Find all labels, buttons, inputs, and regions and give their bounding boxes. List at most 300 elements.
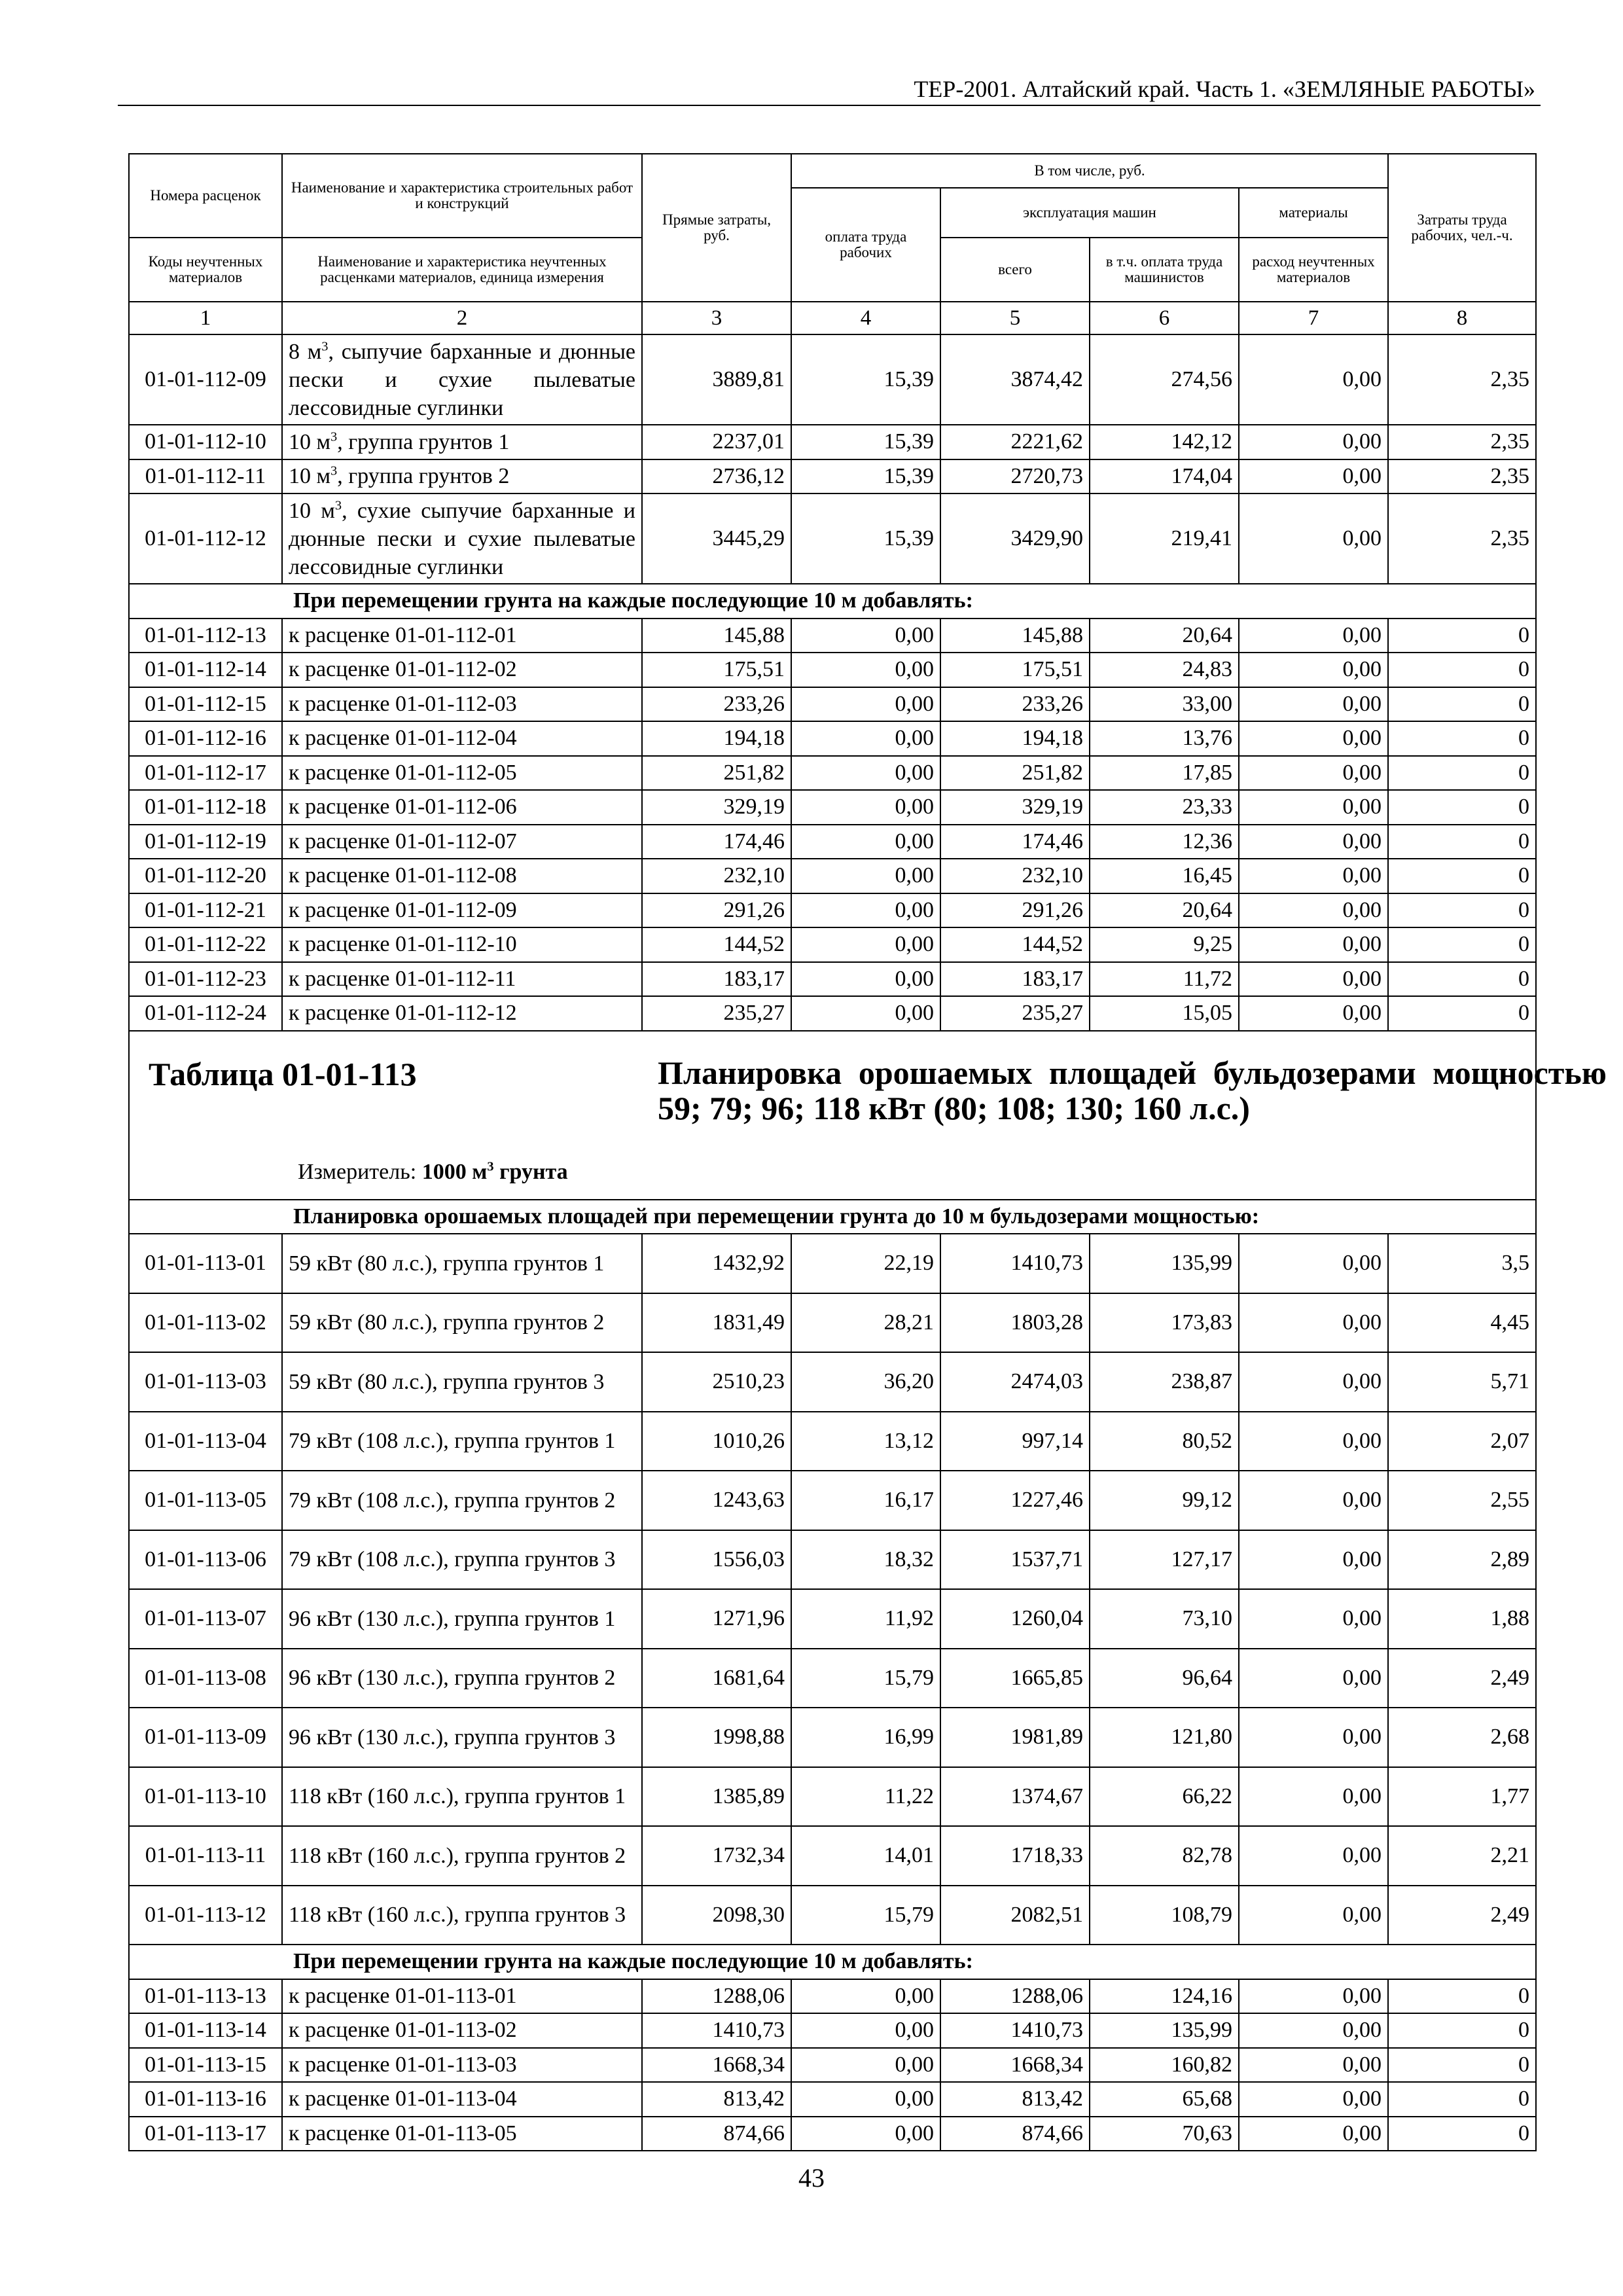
direct-cost: 233,26 [642, 687, 791, 722]
work-description: 59 кВт (80 л.с.), группа грунтов 2 [282, 1293, 642, 1353]
machines-total: 174,46 [940, 825, 1090, 859]
work-description: к расценке 01-01-112-12 [282, 996, 642, 1031]
labor-hours: 0 [1388, 756, 1536, 791]
work-description: к расценке 01-01-112-06 [282, 790, 642, 825]
labor-pay: 15,39 [791, 459, 940, 494]
direct-cost: 183,17 [642, 962, 791, 997]
machines-total: 2474,03 [940, 1352, 1090, 1412]
machines-total: 175,51 [940, 653, 1090, 687]
rate-code: 01-01-112-13 [129, 619, 282, 653]
machines-total: 1227,46 [940, 1471, 1090, 1530]
table-113-title-row [129, 1031, 1536, 1200]
direct-cost: 175,51 [642, 653, 791, 687]
work-description: к расценке 01-01-113-04 [282, 2082, 642, 2117]
machines-total: 1288,06 [940, 1979, 1090, 2014]
materials-cost: 0,00 [1239, 2117, 1388, 2151]
rate-code: 01-01-112-19 [129, 825, 282, 859]
materials-cost: 0,00 [1239, 893, 1388, 928]
materials-cost: 0,00 [1239, 2082, 1388, 2117]
table-row [129, 1767, 1536, 1827]
direct-cost: 291,26 [642, 893, 791, 928]
work-description: к расценке 01-01-112-01 [282, 619, 642, 653]
materials-cost: 0,00 [1239, 2013, 1388, 2048]
labor-hours: 2,55 [1388, 1471, 1536, 1530]
rate-code: 01-01-112-15 [129, 687, 282, 722]
machines-labor: 274,56 [1090, 334, 1239, 425]
rate-code: 01-01-113-15 [129, 2048, 282, 2083]
labor-pay: 0,00 [791, 2082, 940, 2117]
table-row [129, 1352, 1536, 1412]
materials-cost: 0,00 [1239, 825, 1388, 859]
header-code-bottom: Коды неучтенных материалов [129, 238, 282, 302]
machines-labor: 173,83 [1090, 1293, 1239, 1353]
materials-cost: 0,00 [1239, 927, 1388, 962]
rows-112-add [129, 619, 1536, 1031]
rate-code: 01-01-113-03 [129, 1352, 282, 1412]
materials-cost: 0,00 [1239, 1649, 1388, 1708]
labor-hours: 0 [1388, 2048, 1536, 2083]
labor-hours: 1,88 [1388, 1589, 1536, 1649]
rate-code: 01-01-112-17 [129, 756, 282, 791]
section-heading: При перемещении грунта на каждые последующие 10 м добавлять: [129, 584, 1536, 619]
column-number: 6 [1090, 302, 1239, 334]
labor-hours: 0 [1388, 790, 1536, 825]
work-description: 118 кВт (160 л.с.), группа грунтов 2 [282, 1826, 642, 1886]
direct-cost: 1732,34 [642, 1826, 791, 1886]
machines-total: 1668,34 [940, 2048, 1090, 2083]
rate-code: 01-01-112-14 [129, 653, 282, 687]
materials-cost: 0,00 [1239, 1293, 1388, 1353]
machines-labor: 135,99 [1090, 1234, 1239, 1293]
work-description: 8 $м^3$, сыпучие барханные и дюнные пески и сухие пылеватые лессовидные суглинки [282, 334, 642, 425]
labor-pay: 0,00 [791, 996, 940, 1031]
machines-total: 3429,90 [940, 493, 1090, 584]
rate-code: 01-01-113-11 [129, 1826, 282, 1886]
table-row [129, 996, 1536, 1031]
machines-labor: 82,78 [1090, 1826, 1239, 1886]
work-description: 10 $м^3$, группа грунтов 2 [282, 459, 642, 494]
labor-hours: 0 [1388, 927, 1536, 962]
rate-code: 01-01-113-09 [129, 1708, 282, 1767]
column-number: 1 [129, 302, 282, 334]
materials-cost: 0,00 [1239, 619, 1388, 653]
machines-total: 2720,73 [940, 459, 1090, 494]
rate-code: 01-01-113-13 [129, 1979, 282, 2014]
materials-cost: 0,00 [1239, 1886, 1388, 1945]
labor-pay: 0,00 [791, 962, 940, 997]
machines-labor: 16,45 [1090, 859, 1239, 893]
machines-labor: 121,80 [1090, 1708, 1239, 1767]
table-row [129, 1589, 1536, 1649]
machines-labor: 13,76 [1090, 721, 1239, 756]
machines-labor: 17,85 [1090, 756, 1239, 791]
labor-pay: 0,00 [791, 756, 940, 791]
header-materials-extra: расход неучтенных материалов [1239, 238, 1388, 302]
table-row [129, 1708, 1536, 1767]
labor-pay: 0,00 [791, 2048, 940, 2083]
work-description: к расценке 01-01-112-10 [282, 927, 642, 962]
table-row [129, 1234, 1536, 1293]
work-description: к расценке 01-01-112-07 [282, 825, 642, 859]
table-row [129, 756, 1536, 791]
direct-cost: 1385,89 [642, 1767, 791, 1827]
materials-cost: 0,00 [1239, 1979, 1388, 2014]
machines-total: 194,18 [940, 721, 1090, 756]
column-number: 3 [642, 302, 791, 334]
direct-cost: 1410,73 [642, 2013, 791, 2048]
work-description: к расценке 01-01-112-09 [282, 893, 642, 928]
unit-label: Измеритель: [298, 1159, 422, 1184]
table-row [129, 2117, 1536, 2151]
rate-code: 01-01-112-10 [129, 425, 282, 459]
labor-pay: 11,22 [791, 1767, 940, 1827]
machines-total: 235,27 [940, 996, 1090, 1031]
table-row [129, 893, 1536, 928]
rows-113-add [129, 1979, 1536, 2151]
direct-cost: 1243,63 [642, 1471, 791, 1530]
rate-code: 01-01-113-10 [129, 1767, 282, 1827]
work-description: к расценке 01-01-112-03 [282, 687, 642, 722]
labor-pay: 0,00 [791, 619, 940, 653]
direct-cost: 813,42 [642, 2082, 791, 2117]
page-number: 43 [798, 2163, 825, 2193]
direct-cost: 1288,06 [642, 1979, 791, 2014]
labor-hours: 0 [1388, 962, 1536, 997]
rate-code: 01-01-113-08 [129, 1649, 282, 1708]
header-machines-labor: в т.ч. оплата труда машинистов [1090, 238, 1239, 302]
table-row [129, 1886, 1536, 1945]
labor-pay: 0,00 [791, 653, 940, 687]
labor-pay: 11,92 [791, 1589, 940, 1649]
column-number: 7 [1239, 302, 1388, 334]
machines-total: 2221,62 [940, 425, 1090, 459]
section-row-112-add [129, 584, 1536, 619]
header-including: В том числе, руб. [791, 154, 1388, 188]
materials-cost: 0,00 [1239, 2048, 1388, 2083]
direct-cost: 1831,49 [642, 1293, 791, 1353]
direct-cost: 1271,96 [642, 1589, 791, 1649]
table-row [129, 790, 1536, 825]
rate-code: 01-01-113-05 [129, 1471, 282, 1530]
labor-pay: 28,21 [791, 1293, 940, 1353]
machines-labor: 73,10 [1090, 1589, 1239, 1649]
labor-pay: 0,00 [791, 790, 940, 825]
materials-cost: 0,00 [1239, 1352, 1388, 1412]
materials-cost: 0,00 [1239, 1708, 1388, 1767]
labor-hours: 2,07 [1388, 1412, 1536, 1471]
materials-cost: 0,00 [1239, 859, 1388, 893]
machines-total: 813,42 [940, 2082, 1090, 2117]
direct-cost: 1556,03 [642, 1530, 791, 1590]
rate-code: 01-01-112-21 [129, 893, 282, 928]
materials-cost: 0,00 [1239, 687, 1388, 722]
table-row [129, 619, 1536, 653]
labor-pay: 18,32 [791, 1530, 940, 1590]
work-description: к расценке 01-01-112-11 [282, 962, 642, 997]
labor-pay: 15,79 [791, 1649, 940, 1708]
work-description: к расценке 01-01-113-05 [282, 2117, 642, 2151]
machines-total: 144,52 [940, 927, 1090, 962]
machines-labor: 15,05 [1090, 996, 1239, 1031]
section-row-113-main [129, 1200, 1536, 1234]
work-description: 10 $м^3$, сухие сыпучие барханные и дюнные пески и сухие пылеватые лессовидные суглинки [282, 493, 642, 584]
labor-pay: 36,20 [791, 1352, 940, 1412]
labor-hours: 0 [1388, 2013, 1536, 2048]
labor-pay: 16,99 [791, 1708, 940, 1767]
labor-pay: 15,39 [791, 334, 940, 425]
table-title: Планировка орошаемых площадей бульдозерами мощностью 59; 79; 96; 118 кВт (80; 108; 130; 160 л.с.) [658, 1054, 1607, 1126]
machines-total: 1410,73 [940, 1234, 1090, 1293]
labor-pay: 14,01 [791, 1826, 940, 1886]
work-description: к расценке 01-01-112-04 [282, 721, 642, 756]
materials-cost: 0,00 [1239, 653, 1388, 687]
rate-code: 01-01-113-06 [129, 1530, 282, 1590]
table-row [129, 1649, 1536, 1708]
work-description: 118 кВт (160 л.с.), группа грунтов 3 [282, 1886, 642, 1945]
machines-total: 1537,71 [940, 1530, 1090, 1590]
unit-exponent: 3 [487, 1159, 494, 1174]
machines-total: 329,19 [940, 790, 1090, 825]
materials-cost: 0,00 [1239, 1826, 1388, 1886]
machines-labor: 66,22 [1090, 1767, 1239, 1827]
labor-hours: 0 [1388, 687, 1536, 722]
direct-cost: 3889,81 [642, 334, 791, 425]
materials-cost: 0,00 [1239, 756, 1388, 791]
labor-pay: 13,12 [791, 1412, 940, 1471]
machines-labor: 96,64 [1090, 1649, 1239, 1708]
header-name-bottom: Наименование и характеристика неучтенных расценками материалов, единица измерения [282, 238, 642, 302]
direct-cost: 232,10 [642, 859, 791, 893]
materials-cost: 0,00 [1239, 425, 1388, 459]
labor-pay: 0,00 [791, 859, 940, 893]
labor-pay: 15,39 [791, 493, 940, 584]
machines-total: 233,26 [940, 687, 1090, 722]
table-header [129, 154, 1536, 302]
rate-code: 01-01-113-01 [129, 1234, 282, 1293]
direct-cost: 174,46 [642, 825, 791, 859]
machines-labor: 99,12 [1090, 1471, 1239, 1530]
running-header: ТЕР-2001. Алтайский край. Часть 1. «ЗЕМЛЯНЫЕ РАБОТЫ» [118, 73, 1541, 106]
materials-cost: 0,00 [1239, 493, 1388, 584]
cubic-exponent: 3 [321, 339, 329, 354]
labor-hours: 2,35 [1388, 425, 1536, 459]
machines-total: 874,66 [940, 2117, 1090, 2151]
direct-cost: 1681,64 [642, 1649, 791, 1708]
materials-cost: 0,00 [1239, 1767, 1388, 1827]
rate-code: 01-01-112-24 [129, 996, 282, 1031]
labor-hours: 2,49 [1388, 1886, 1536, 1945]
table-row [129, 962, 1536, 997]
materials-cost: 0,00 [1239, 459, 1388, 494]
machines-total: 1260,04 [940, 1589, 1090, 1649]
labor-pay: 15,79 [791, 1886, 940, 1945]
table-row [129, 1826, 1536, 1886]
materials-cost: 0,00 [1239, 1589, 1388, 1649]
labor-pay: 0,00 [791, 2117, 940, 2151]
cubic-exponent: 3 [330, 463, 338, 478]
rate-code: 01-01-113-17 [129, 2117, 282, 2151]
work-description: к расценке 01-01-112-02 [282, 653, 642, 687]
machines-total: 251,82 [940, 756, 1090, 791]
labor-pay: 0,00 [791, 1979, 940, 2014]
machines-labor: 24,83 [1090, 653, 1239, 687]
section-heading: При перемещении грунта на каждые последующие 10 м добавлять: [129, 1945, 1536, 1979]
rate-code: 01-01-113-14 [129, 2013, 282, 2048]
work-description: к расценке 01-01-113-03 [282, 2048, 642, 2083]
machines-total: 2082,51 [940, 1886, 1090, 1945]
labor-pay: 16,17 [791, 1471, 940, 1530]
rate-code: 01-01-113-04 [129, 1412, 282, 1471]
unit-value: 1000 м [421, 1159, 488, 1184]
table-row [129, 425, 1536, 459]
machines-labor: 9,25 [1090, 927, 1239, 962]
column-number: 5 [940, 302, 1090, 334]
work-description: 118 кВт (160 л.с.), группа грунтов 1 [282, 1767, 642, 1827]
machines-labor: 23,33 [1090, 790, 1239, 825]
header-code-top: Номера расценок [129, 154, 282, 238]
header-name-top: Наименование и характеристика строительных работ и конструкций [282, 154, 642, 238]
work-description: к расценке 01-01-112-05 [282, 756, 642, 791]
direct-cost: 2736,12 [642, 459, 791, 494]
machines-total: 1410,73 [940, 2013, 1090, 2048]
materials-cost: 0,00 [1239, 334, 1388, 425]
table-row [129, 1412, 1536, 1471]
table-row [129, 825, 1536, 859]
rows-113 [129, 1234, 1536, 1945]
machines-labor: 80,52 [1090, 1412, 1239, 1471]
table-row [129, 859, 1536, 893]
machines-labor: 70,63 [1090, 2117, 1239, 2151]
table-row [129, 1471, 1536, 1530]
direct-cost: 2510,23 [642, 1352, 791, 1412]
direct-cost: 3445,29 [642, 493, 791, 584]
table-row [129, 1293, 1536, 1353]
table-row [129, 687, 1536, 722]
machines-labor: 127,17 [1090, 1530, 1239, 1590]
direct-cost: 194,18 [642, 721, 791, 756]
machines-labor: 11,72 [1090, 962, 1239, 997]
materials-cost: 0,00 [1239, 790, 1388, 825]
column-number: 2 [282, 302, 642, 334]
column-number: 4 [791, 302, 940, 334]
work-description: 59 кВт (80 л.с.), группа грунтов 1 [282, 1234, 642, 1293]
machines-total: 232,10 [940, 859, 1090, 893]
table-row [129, 493, 1536, 584]
cubic-exponent: 3 [334, 498, 342, 513]
work-description: 96 кВт (130 л.с.), группа грунтов 1 [282, 1589, 642, 1649]
materials-cost: 0,00 [1239, 721, 1388, 756]
direct-cost: 1010,26 [642, 1412, 791, 1471]
direct-cost: 1668,34 [642, 2048, 791, 2083]
labor-hours: 2,89 [1388, 1530, 1536, 1590]
header-machines: эксплуатация машин [940, 188, 1239, 238]
machines-labor: 160,82 [1090, 2048, 1239, 2083]
machines-total: 1803,28 [940, 1293, 1090, 1353]
machines-labor: 108,79 [1090, 1886, 1239, 1945]
materials-cost: 0,00 [1239, 1530, 1388, 1590]
table-row [129, 1530, 1536, 1590]
machines-total: 1374,67 [940, 1767, 1090, 1827]
labor-pay: 0,00 [791, 927, 940, 962]
direct-cost: 874,66 [642, 2117, 791, 2151]
header-materials: материалы [1239, 188, 1388, 238]
work-description: 79 кВт (108 л.с.), группа грунтов 3 [282, 1530, 642, 1590]
labor-hours: 2,68 [1388, 1708, 1536, 1767]
column-numbers-row [129, 302, 1536, 334]
direct-cost: 2237,01 [642, 425, 791, 459]
rate-code: 01-01-112-12 [129, 493, 282, 584]
cubic-exponent: 3 [330, 429, 338, 444]
labor-pay: 22,19 [791, 1234, 940, 1293]
rows-112-top [129, 334, 1536, 584]
header-direct: Прямые затраты, руб. [642, 154, 791, 302]
rate-code: 01-01-113-12 [129, 1886, 282, 1945]
rate-code: 01-01-113-02 [129, 1293, 282, 1353]
direct-cost: 235,27 [642, 996, 791, 1031]
labor-hours: 0 [1388, 721, 1536, 756]
table-row [129, 2082, 1536, 2117]
machines-labor: 20,64 [1090, 893, 1239, 928]
rate-code: 01-01-112-22 [129, 927, 282, 962]
machines-labor: 12,36 [1090, 825, 1239, 859]
section-heading: Планировка орошаемых площадей при перемещении грунта до 10 м бульдозерами мощностью: [129, 1200, 1536, 1234]
labor-hours: 0 [1388, 2117, 1536, 2151]
labor-hours: 2,35 [1388, 459, 1536, 494]
work-description: к расценке 01-01-112-08 [282, 859, 642, 893]
labor-pay: 0,00 [791, 2013, 940, 2048]
labor-hours: 4,45 [1388, 1293, 1536, 1353]
work-description: к расценке 01-01-113-01 [282, 1979, 642, 2014]
materials-cost: 0,00 [1239, 996, 1388, 1031]
work-description: 96 кВт (130 л.с.), группа грунтов 3 [282, 1708, 642, 1767]
section-row-113-add [129, 1945, 1536, 1979]
direct-cost: 251,82 [642, 756, 791, 791]
labor-pay: 0,00 [791, 825, 940, 859]
table-row [129, 459, 1536, 494]
table-number: Таблица 01-01-113 [149, 1055, 417, 1092]
direct-cost: 145,88 [642, 619, 791, 653]
header-labor-pay: оплата труда рабочих [791, 188, 940, 302]
rate-code: 01-01-112-09 [129, 334, 282, 425]
labor-hours: 0 [1388, 893, 1536, 928]
labor-hours: 0 [1388, 2082, 1536, 2117]
column-number: 8 [1388, 302, 1536, 334]
unit-of-measure [298, 1160, 568, 1185]
work-description: 10 $м^3$, группа грунтов 1 [282, 425, 642, 459]
materials-cost: 0,00 [1239, 1234, 1388, 1293]
labor-hours: 0 [1388, 859, 1536, 893]
machines-labor: 20,64 [1090, 619, 1239, 653]
machines-labor: 174,04 [1090, 459, 1239, 494]
materials-cost: 0,00 [1239, 962, 1388, 997]
machines-labor: 238,87 [1090, 1352, 1239, 1412]
rate-code: 01-01-112-23 [129, 962, 282, 997]
machines-total: 1665,85 [940, 1649, 1090, 1708]
header-machines-total: всего [940, 238, 1090, 302]
machines-labor: 219,41 [1090, 493, 1239, 584]
labor-hours: 2,35 [1388, 493, 1536, 584]
work-description: 79 кВт (108 л.с.), группа грунтов 1 [282, 1412, 642, 1471]
direct-cost: 2098,30 [642, 1886, 791, 1945]
labor-hours: 2,49 [1388, 1649, 1536, 1708]
work-description: 59 кВт (80 л.с.), группа грунтов 3 [282, 1352, 642, 1412]
machines-total: 1981,89 [940, 1708, 1090, 1767]
labor-hours: 5,71 [1388, 1352, 1536, 1412]
labor-pay: 0,00 [791, 893, 940, 928]
labor-pay: 0,00 [791, 687, 940, 722]
table-row [129, 1979, 1536, 2014]
labor-hours: 0 [1388, 619, 1536, 653]
